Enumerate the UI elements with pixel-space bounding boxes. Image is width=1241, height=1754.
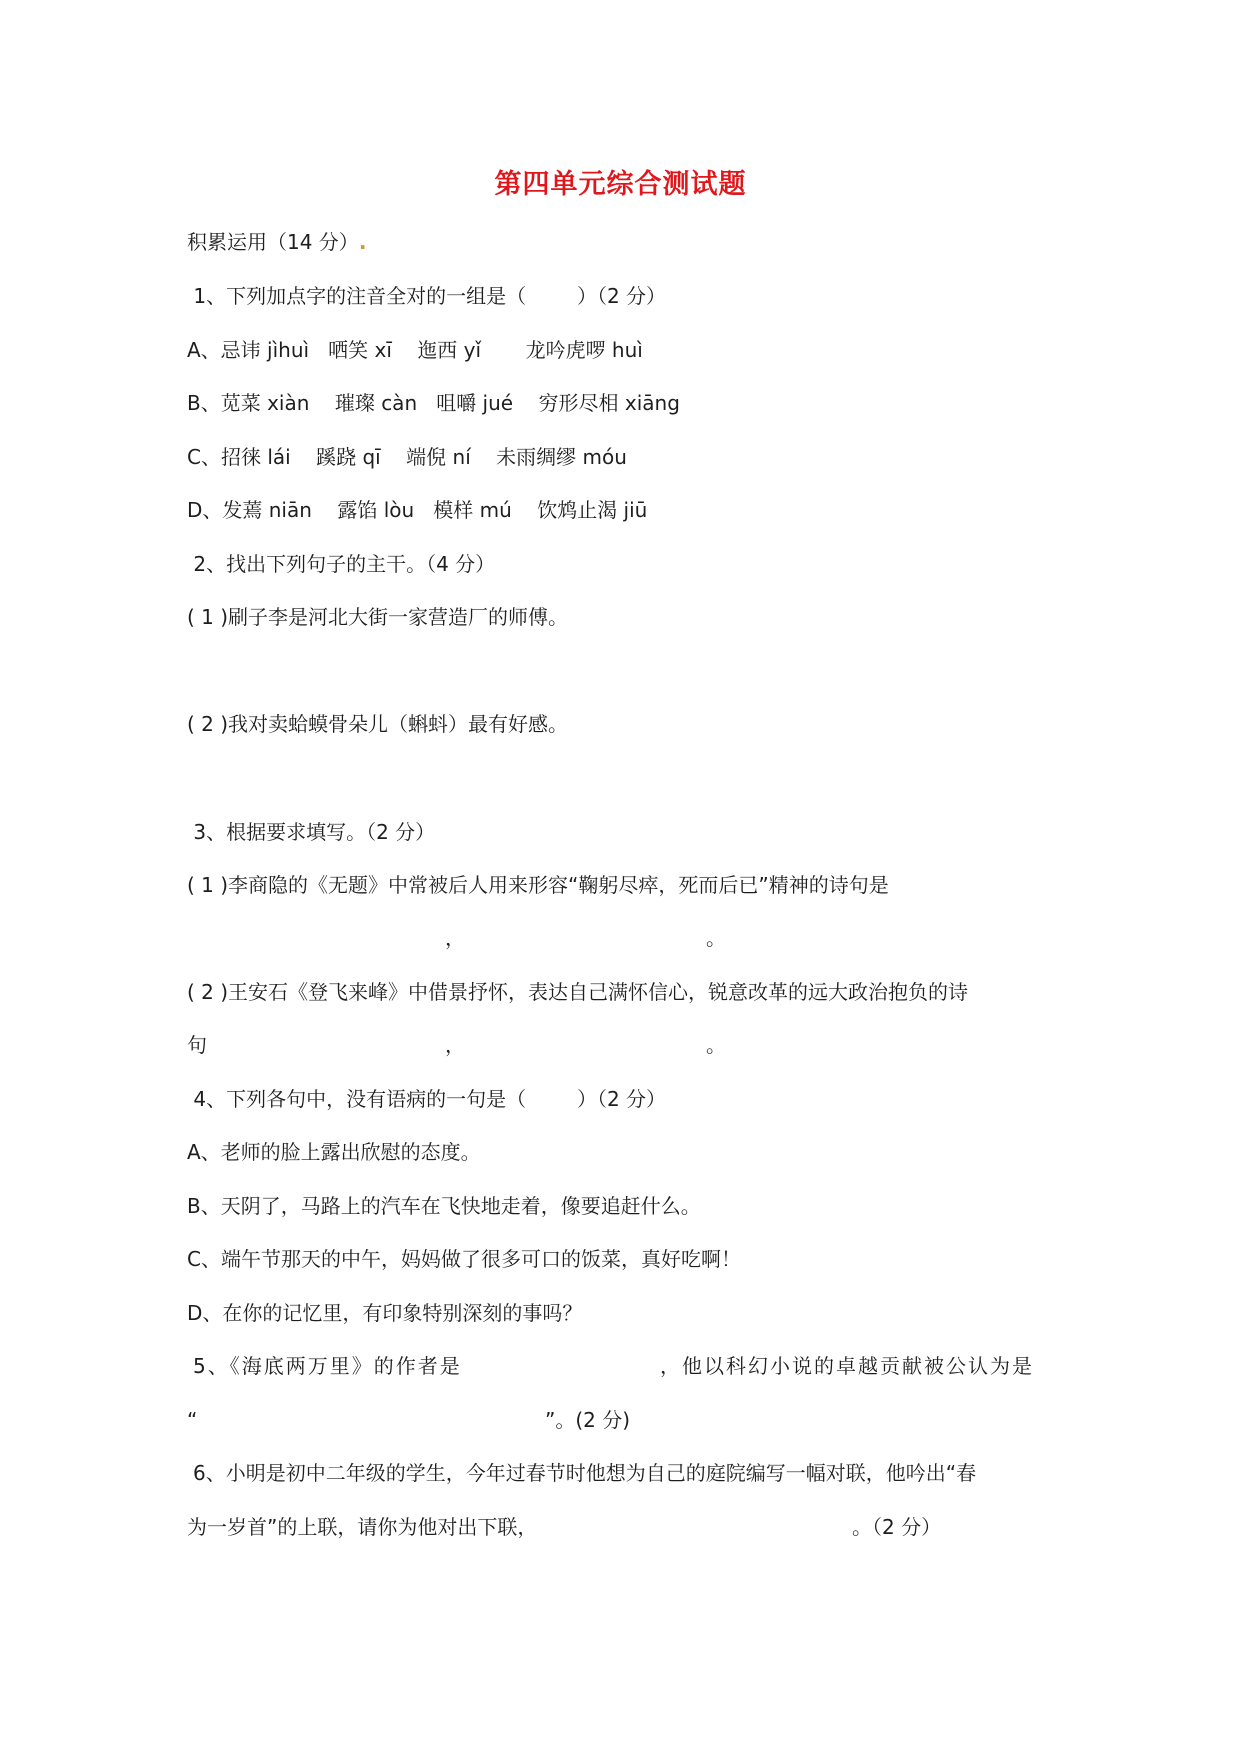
q3-item-1-period: 。 bbox=[706, 926, 726, 950]
q1-option-d: D、发蔫 niān 露馅 lòu 模样 mú 饮鸩止渴 jiū bbox=[187, 498, 648, 522]
q3-item-1-comma: ， bbox=[445, 926, 465, 950]
section-mark: . bbox=[358, 230, 367, 254]
q5-tail: ”。(2 分) bbox=[545, 1408, 631, 1432]
q2-item-1: ( 1 )刷子李是河北大街一家营造厂的师傅。 bbox=[187, 605, 569, 629]
page-title: 第四单元综合测试题 bbox=[494, 169, 747, 200]
q4-option-d: D、在你的记忆里，有印象特别深刻的事吗？ bbox=[187, 1301, 583, 1325]
q6-line-2: 为一岁首”的上联，请你为他对出下联， bbox=[187, 1515, 538, 1539]
q4-option-b: B、天阴了，马路上的汽车在飞快地走着，像要追赶什么。 bbox=[187, 1194, 701, 1218]
q3-item-1: ( 1 )李商隐的《无题》中常被后人用来形容“鞠躬尽瘁，死而后已”精神的诗句是 bbox=[187, 873, 889, 897]
q1-option-c: C、招徕 lái 蹊跷 qī 端倪 ní 未雨绸缪 móu bbox=[187, 445, 627, 469]
q1-option-b: B、苋菜 xiàn 璀璨 càn 咀嚼 jué 穷形尽相 xiāng bbox=[187, 391, 680, 415]
q3-item-2-prefix: 句 bbox=[187, 1033, 207, 1057]
section-heading: 积累运用（14 分）. bbox=[187, 230, 367, 254]
q5-part-b: ，他以科幻小说的卓越贡献被公认为是 bbox=[660, 1354, 1034, 1378]
q4-option-c: C、端午节那天的中午，妈妈做了很多可口的饭菜，真好吃啊！ bbox=[187, 1247, 741, 1271]
q6-line-1: 6、小明是初中二年级的学生，今年过春节时他想为自己的庭院编写一幅对联，他吟出“春 bbox=[193, 1461, 977, 1485]
q4-option-a: A、老师的脸上露出欣慰的态度。 bbox=[187, 1140, 481, 1164]
q5-open-quote: “ bbox=[187, 1408, 198, 1432]
q3-item-2-comma: ， bbox=[445, 1033, 465, 1057]
q2-stem: 2、找出下列句子的主干。（4 分） bbox=[187, 552, 496, 576]
q1-stem: 1、下列加点字的注音全对的一组是（ ）（2 分） bbox=[187, 284, 667, 308]
q3-item-2-period: 。 bbox=[706, 1033, 726, 1057]
q3-item-2: ( 2 )王安石《登飞来峰》中借景抒怀，表达自己满怀信心，锐意改革的远大政治抱负的诗 bbox=[187, 980, 969, 1004]
q1-option-a: A、忌讳 jìhuì 哂笑 xī 迤西 yǐ 龙吟虎啰 huì bbox=[187, 338, 643, 362]
q5-part-a: 5、《海底两万里》的作者是 bbox=[193, 1354, 462, 1378]
q4-stem: 4、下列各句中，没有语病的一句是（ ）（2 分） bbox=[187, 1087, 667, 1111]
q2-item-2: ( 2 )我对卖蛤蟆骨朵儿（蝌蚪）最有好感。 bbox=[187, 712, 569, 736]
q3-stem: 3、根据要求填写。（2 分） bbox=[187, 820, 436, 844]
q6-tail: 。（2 分） bbox=[852, 1515, 942, 1539]
